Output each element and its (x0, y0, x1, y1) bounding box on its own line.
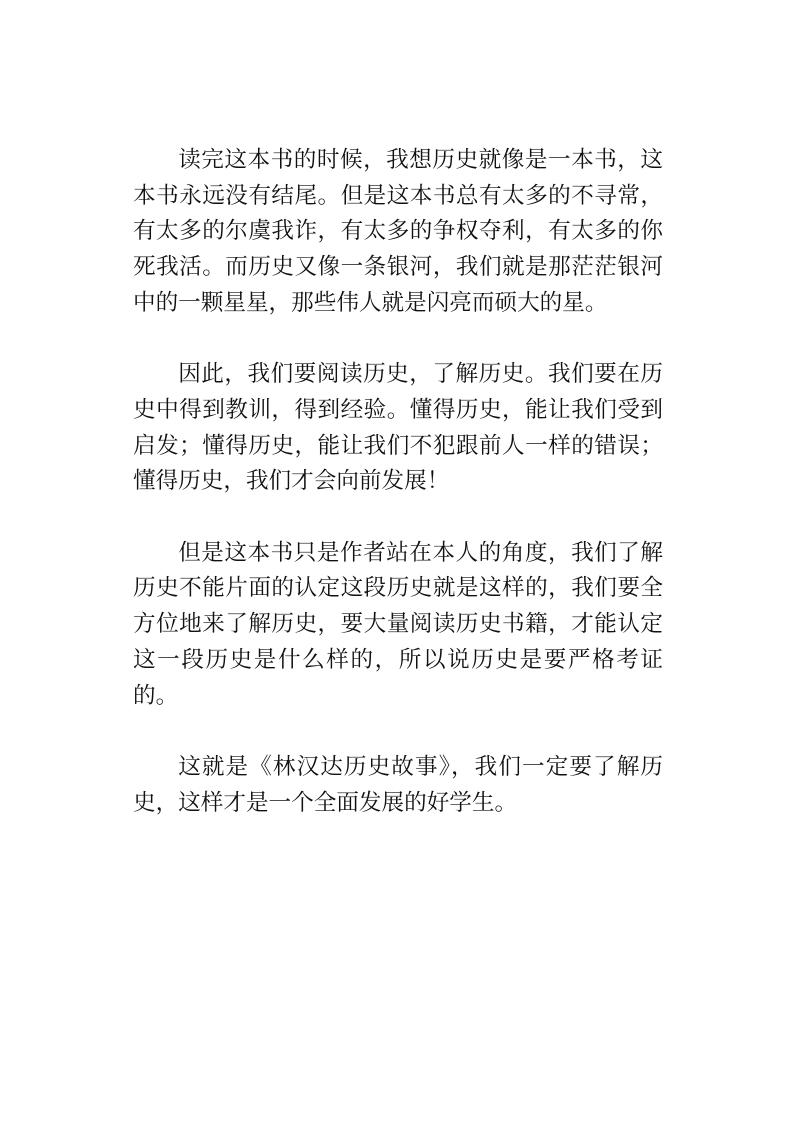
document-page (133, 143, 663, 821)
paragraph-4: 这就是《林汉达历史故事》，我们一定要了解历史，这样才是一个全面发展的好学生。 (133, 753, 663, 816)
paragraph-3: 但是这本书只是作者站在本人的角度，我们了解历史不能片面的认定这段历史就是这样的，我们要全方位地来了解历史，要大量阅读历史书籍，才能认定这一段历史是什么样的，所以说历史是要严格考证的。 (133, 539, 663, 709)
paragraph-1: 读完这本书的时候，我想历史就像是一本书，这本书永远没有结尾。但是这本书总有太多的不寻常，有太多的尔虞我诈，有太多的争权夺利，有太多的你死我活。而历史又像一条银河，我们就是那茫茫银河中的一颗星星，那些伟人就是闪亮而硕大的星。 (133, 147, 663, 316)
paragraph-2: 因此，我们要阅读历史，了解历史。我们要在历史中得到教训，得到经验。懂得历史，能让我们受到启发；懂得历史，能让我们不犯跟前人一样的错误；懂得历史，我们才会向前发展！ (133, 361, 663, 495)
